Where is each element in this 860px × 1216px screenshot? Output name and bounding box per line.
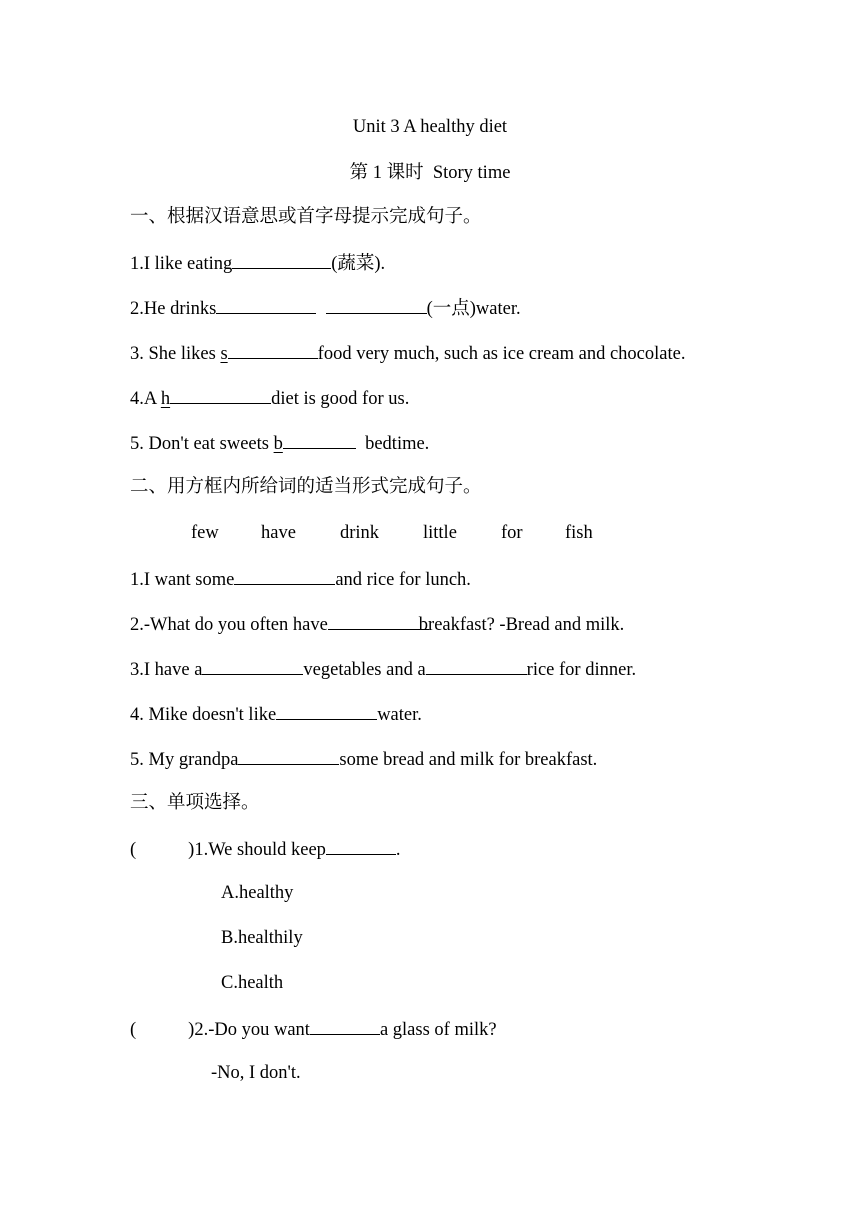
dialogue-reply: -No, I don't. — [211, 1063, 301, 1083]
question-text: a glass of milk? — [379, 1020, 497, 1040]
answer-blank[interactable] — [310, 1016, 380, 1035]
section2-question-5 — [130, 746, 597, 772]
word-bank-item: few — [191, 523, 219, 543]
answer-paren[interactable]: ( — [130, 840, 137, 860]
question-text: diet is good for us. — [271, 389, 410, 409]
word-bank-item: have — [261, 523, 296, 543]
question-text: food very much, such as ice cream and chocolate. — [317, 344, 686, 364]
answer-paren[interactable]: ( — [130, 1020, 137, 1040]
section3-question-1 — [130, 836, 401, 862]
answer-blank[interactable] — [283, 430, 356, 449]
section1-question-2 — [130, 295, 521, 321]
answer-blank[interactable] — [232, 250, 331, 269]
question-text: 4.A — [130, 389, 161, 409]
question-text: 2.-What do you often have — [130, 615, 328, 635]
question-text: bedtime. — [365, 434, 430, 454]
section1-question-1 — [130, 250, 385, 276]
word-bank-item: for — [501, 523, 523, 543]
initial-letter-hint: h — [160, 389, 171, 409]
question-text: . — [395, 840, 401, 860]
word-bank-item: drink — [340, 523, 380, 543]
option-c[interactable]: C.health — [221, 973, 284, 993]
question-text: water. — [377, 705, 422, 725]
answer-blank[interactable] — [202, 656, 303, 675]
question-text: 2.He drinks — [130, 299, 217, 319]
question-text: b — [418, 615, 429, 635]
section3-heading: 三、单项选择。 — [130, 793, 260, 813]
question-text: 3. She likes — [130, 344, 221, 364]
answer-blank[interactable] — [238, 746, 339, 765]
lesson-number: 第 1 课时 — [349, 163, 424, 183]
question-text: reakfast? -Bread and milk. — [428, 615, 625, 635]
word-bank-item: fish — [565, 523, 593, 543]
section2-question-4 — [130, 701, 422, 727]
question-text: 1.I like eating — [130, 254, 233, 274]
word-bank-item: little — [423, 523, 457, 543]
question-text: 5. My grandpa — [130, 750, 239, 770]
section3-question-2 — [130, 1016, 497, 1042]
page-title: Unit 3 A healthy diet — [352, 117, 508, 137]
section1-question-4 — [130, 385, 409, 411]
answer-blank[interactable] — [234, 566, 335, 585]
answer-blank[interactable] — [326, 836, 396, 855]
question-hint: (一点)water. — [426, 299, 521, 319]
initial-letter-hint: b — [273, 434, 283, 454]
question-hint: (蔬菜). — [331, 254, 386, 274]
question-text: )2.-Do you want — [188, 1020, 310, 1040]
section2-question-3 — [130, 656, 636, 682]
answer-blank[interactable] — [276, 701, 377, 720]
lesson-name: Story time — [432, 163, 511, 183]
question-text: 3.I have a — [130, 660, 203, 680]
question-text: some bread and milk for breakfast. — [339, 750, 598, 770]
answer-blank[interactable] — [426, 656, 527, 675]
answer-blank[interactable] — [170, 385, 271, 404]
option-b[interactable]: B.healthily — [221, 928, 303, 948]
initial-letter-hint: s — [220, 344, 228, 364]
section2-question-1 — [130, 566, 471, 592]
answer-blank[interactable] — [216, 295, 316, 314]
answer-blank[interactable] — [228, 340, 318, 359]
section1-question-5 — [130, 430, 429, 456]
section2-question-2 — [130, 611, 624, 637]
question-text: 1.I want some — [130, 570, 235, 590]
question-text: )1.We should keep — [188, 840, 326, 860]
section1-question-3 — [130, 340, 685, 366]
question-text: 4. Mike doesn't like — [130, 705, 277, 725]
question-text: rice for dinner. — [526, 660, 637, 680]
section1-heading: 一、根据汉语意思或首字母提示完成句子。 — [130, 207, 482, 227]
question-text: 5. Don't eat sweets — [130, 434, 274, 454]
page-subtitle — [0, 161, 860, 185]
section2-heading: 二、用方框内所给词的适当形式完成句子。 — [130, 477, 482, 497]
answer-blank[interactable] — [326, 295, 427, 314]
answer-blank[interactable] — [328, 611, 429, 630]
question-text: and rice for lunch. — [335, 570, 471, 590]
option-a[interactable]: A.healthy — [221, 883, 294, 903]
question-text: vegetables and a — [303, 660, 426, 680]
